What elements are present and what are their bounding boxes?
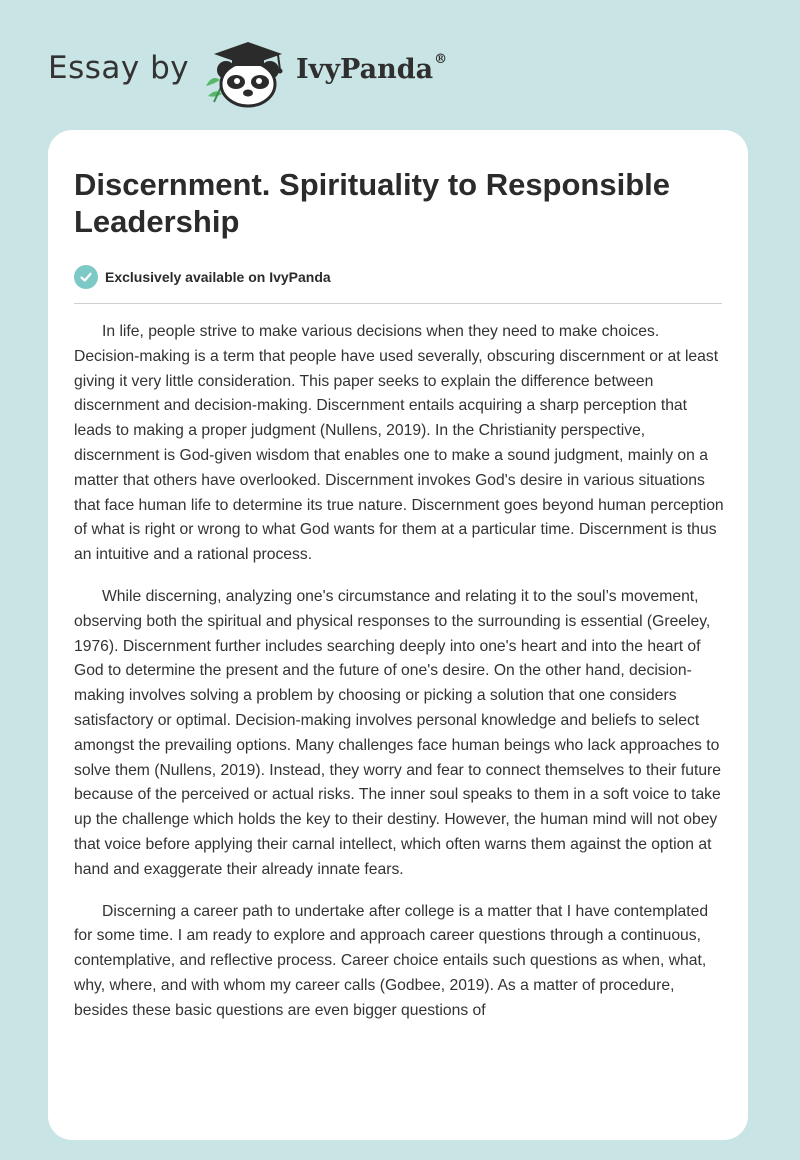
essay-body bbox=[74, 320, 724, 1041]
check-circle-icon bbox=[74, 265, 98, 289]
brand-text: IvyPanda bbox=[296, 54, 434, 85]
title-divider bbox=[74, 303, 722, 304]
body-paragraph: Discerning a career path to undertake after college is a matter that I have contemplated for some time. I am ready to explore and approach career questions through a continuous, contemplative, and reflective process. Career choice entails such questions as when, what, why, where, and with whom my career calls (Godbee, 2019). As a matter of procedure, besides these basic questions are even bigger questions of bbox=[74, 902, 709, 1019]
site-header bbox=[0, 0, 800, 130]
body-paragraph: While discerning, analyzing one's circumstance and relating it to the soul’s movement, observing both the spiritual and physical responses to the surrounding is essential (Greeley, 1976). Discernment further includes searching deeply into one's heart and into the heart of God to determine the present and the future of one's desire. On the other hand, decision-making involves solving a problem by choosing or picking a solution that one considers satisfactory or optimal. Decision-making involves personal knowledge and beliefs to select amongst the prevailing options. Many challenges face human beings who lack approaches to solve them (Nullens, 2019). Instead, they worry and fear to connect themselves to their future because of the perceived or actual risks. The inner soul speaks to them in a soft voice to take up the challenge which holds the key to their destiny. However, the human mind will not obey that voice before applying their carnal intellect, which often warns them against the option at hand and exaggerate their already innate fears. bbox=[74, 587, 722, 878]
panda-graduate-icon[interactable] bbox=[202, 36, 294, 108]
essay-by-label: Essay by bbox=[48, 50, 190, 86]
exclusive-badge-label: Exclusively available on IvyPanda bbox=[105, 269, 331, 285]
registered-mark: ® bbox=[434, 52, 448, 67]
brand-name[interactable] bbox=[296, 54, 447, 85]
essay-card bbox=[48, 130, 748, 1140]
exclusive-badge bbox=[74, 264, 331, 290]
body-paragraph: In life, people strive to make various decisions when they need to make choices. Decision-making is a term that people have used severally, obscuring discernment or at least giving it very little consideration. This paper seeks to explain the difference between discernment and decision-making. Discernment entails acquiring a sharp perception that leads to making a proper judgment (Nullens, 2019). In the Christianity perspective, discernment is God-given wisdom that enables one to make a sound judgment, mainly on a matter that others have overlooked. Discernment invokes God's desire in various situations that face human life to determine its true nature. Discernment goes beyond human perception of what is right or wrong to what God wants for them at a particular time. Discernment is thus an intuitive and a rational process. bbox=[74, 323, 724, 564]
essay-title: Discernment. Spirituality to Responsible Leadership bbox=[74, 167, 671, 239]
